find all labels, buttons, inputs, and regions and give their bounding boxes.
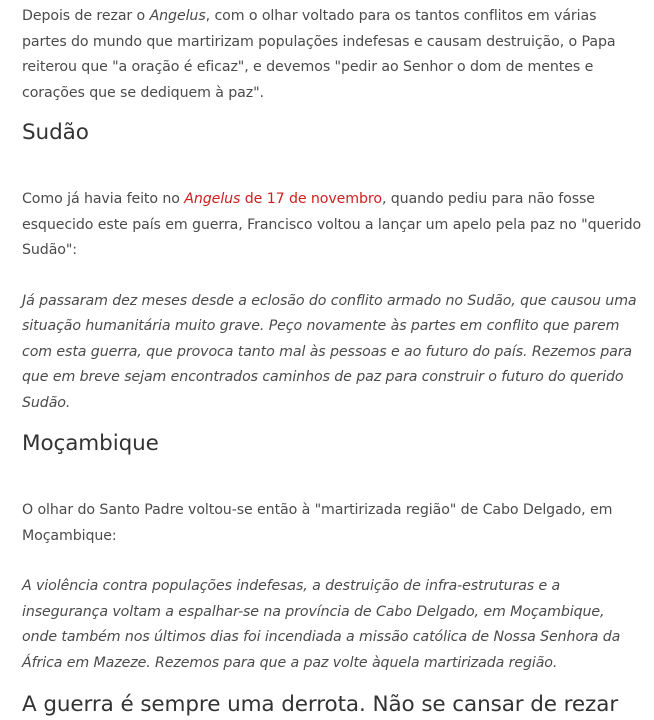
sudao-quote: Já passaram dez meses desde a eclosão do conflito armado no Sudão, que causou uma situação humanitária muito grave. Peço novamente às partes em conflito que parem com esta guerra, que provoca tanto mal às pessoas e ao futuro do país. Rezemos para que em breve sejam encontrados caminhos de paz para construir o futuro do querido Sudão. [22,292,637,411]
article-body [22,4,642,720]
link-angelus-word: Angelus [184,191,241,207]
sudao-intro-paragraph [22,187,642,264]
angelus-17-november-link[interactable] [184,191,382,207]
heading-guerra-derrota: A guerra é sempre uma derrota. Não se cansar de rezar [22,692,619,717]
mocambique-intro-paragraph: O olhar do Santo Padre voltou-se então à "martirizada região" de Cabo Delgado, em Moçambique: [22,502,613,544]
intro-text-after: , com o olhar voltado para os tantos conflitos em várias partes do mundo que martirizam populações indefesas e causam destruição, o Papa reiterou que "a oração é eficaz", e devemos "pedir ao Senhor o dom de mentes e corações que se dediquem à paz". [22,8,616,101]
intro-angelus-word: Angelus [149,8,206,24]
link-date-text: de 17 de novembro [240,191,382,207]
sudao-intro-after: , quando pediu para não fosse esquecido este país em guerra, Francisco voltou a lançar um apelo pela paz no "querido Sudão": [22,191,642,258]
mocambique-quote: A violência contra populações indefesas, a destruição de infra-estruturas e a insegurança voltam a espalhar-se na província de Cabo Delgado, em Moçambique, onde também nos últimos dias foi incendiada a missão católica de Nossa Senhora da África em Mazeze. Rezemos para que a paz volte àquela martirizada região. [22,578,621,671]
heading-mocambique: Moçambique [22,431,159,456]
intro-text-before: Depois de rezar o [22,8,150,24]
sudao-intro-before: Como já havia feito no [22,191,185,207]
intro-paragraph [22,4,642,106]
heading-sudao: Sudão [22,120,89,145]
